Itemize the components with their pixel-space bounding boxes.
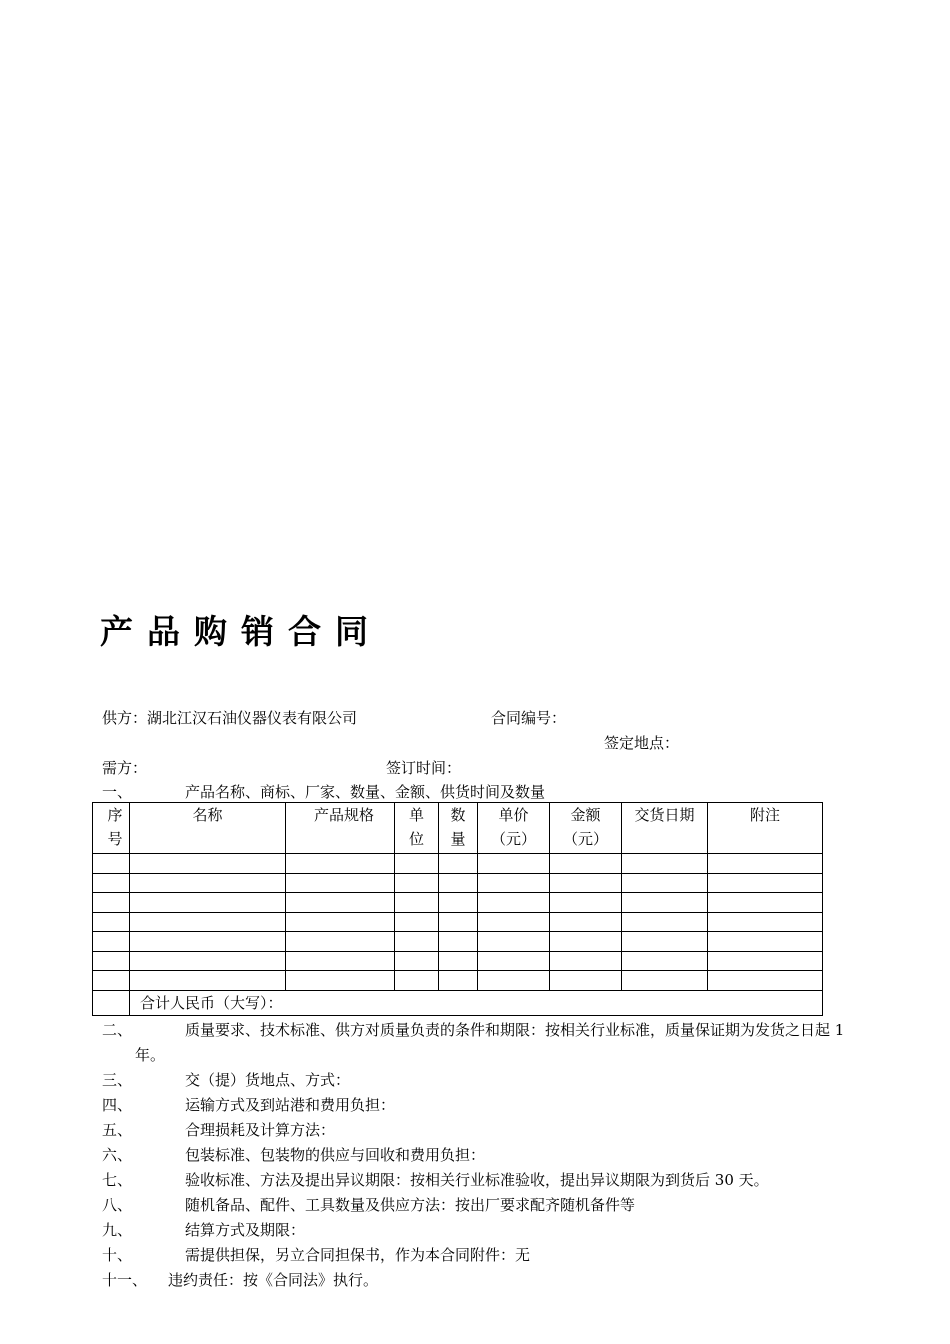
clause-text: 验收标准、方法及提出异议期限：按相关行业标准验收，提出异议期限为到货后 30 天。 xyxy=(185,1171,769,1189)
col-header-unit: 单 位 xyxy=(395,803,439,854)
contract-number-label: 合同编号： xyxy=(491,709,567,727)
clause-text: 违约责任：按《合同法》执行。 xyxy=(168,1271,379,1289)
supplier-line: 供方：湖北江汉石油仪器仪表有限公司 xyxy=(102,709,358,727)
clause-7: 七、 验收标准、方法及提出异议期限：按相关行业标准验收，提出异议期限为到货后 30 天。 xyxy=(102,1171,769,1189)
section-1-heading xyxy=(102,781,545,802)
clause-text: 交（提）货地点、方式： xyxy=(185,1071,351,1089)
section-text: 产品名称、商标、厂家、数量、金额、供货时间及数量 xyxy=(185,783,546,801)
col-header-remarks: 附注 xyxy=(708,803,823,854)
col-header-delivery-date: 交货日期 xyxy=(622,803,708,854)
table-header-row xyxy=(93,803,823,854)
table-total-row xyxy=(93,990,823,1015)
clause-text: 结算方式及期限： xyxy=(185,1221,306,1239)
clause-2-continuation: 年。 xyxy=(135,1046,166,1064)
col-header-spec: 产品规格 xyxy=(286,803,395,854)
clause-text: 包装标准、包装物的供应与回收和费用负担： xyxy=(185,1146,486,1164)
section-number: 一、 xyxy=(102,783,133,801)
table-row xyxy=(93,912,823,932)
table-row xyxy=(93,873,823,893)
clause-3: 三、 交（提）货地点、方式： xyxy=(102,1071,351,1089)
sign-time-label: 签订时间： xyxy=(386,759,462,777)
buyer-label: 需方： xyxy=(102,759,148,777)
clause-text: 随机备品、配件、工具数量及供应方法：按出厂要求配齐随机备件等 xyxy=(185,1196,636,1214)
document-title: 产品购销合同 xyxy=(100,612,382,651)
clause-8: 八、 随机备品、配件、工具数量及供应方法：按出厂要求配齐随机备件等 xyxy=(102,1196,636,1214)
clause-text: 合理损耗及计算方法： xyxy=(185,1121,336,1139)
col-header-index: 序 号 xyxy=(93,803,130,854)
table-row xyxy=(93,932,823,952)
table-row xyxy=(93,893,823,913)
clause-6: 六、 包装标准、包装物的供应与回收和费用负担： xyxy=(102,1146,486,1164)
col-header-amount: 金额 （元） xyxy=(550,803,622,854)
clause-11: 十一、 违约责任：按《合同法》执行。 xyxy=(102,1271,379,1289)
clause-9: 九、 结算方式及期限： xyxy=(102,1221,306,1239)
table-row xyxy=(93,951,823,971)
sign-place-label: 签定地点： xyxy=(604,734,680,752)
col-header-quantity: 数 量 xyxy=(439,803,478,854)
clause-text: 需提供担保，另立合同担保书，作为本合同附件：无 xyxy=(185,1246,531,1264)
clause-text: 质量要求、技术标准、供方对质量负责的条件和期限：按相关行业标准，质量保证期为发货之日起 1 xyxy=(185,1021,845,1039)
clause-5: 五、 合理损耗及计算方法： xyxy=(102,1121,336,1139)
table-row xyxy=(93,854,823,874)
clause-10: 十、 需提供担保，另立合同担保书，作为本合同附件：无 xyxy=(102,1246,531,1264)
total-rmb-label: 合计人民币（大写）： xyxy=(130,990,823,1015)
clause-text: 运输方式及到站港和费用负担： xyxy=(185,1096,396,1114)
clause-4: 四、 运输方式及到站港和费用负担： xyxy=(102,1096,396,1114)
col-header-unit-price: 单价 （元） xyxy=(478,803,550,854)
product-table xyxy=(92,802,823,1016)
table-row xyxy=(93,971,823,991)
col-header-name: 名称 xyxy=(130,803,286,854)
clause-2: 二、 质量要求、技术标准、供方对质量负责的条件和期限：按相关行业标准，质量保证期为发货之日起 1 xyxy=(102,1021,845,1039)
